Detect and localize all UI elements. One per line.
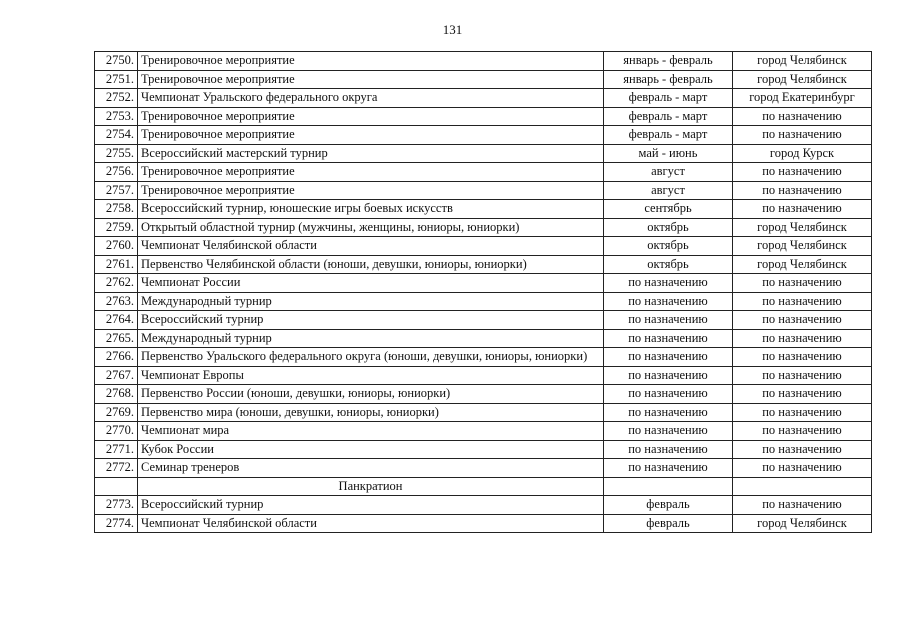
table-row [95, 200, 872, 219]
row-number: 2767. [95, 366, 138, 385]
event-period: февраль - март [604, 126, 733, 145]
event-place: по назначению [733, 385, 872, 404]
event-period: май - июнь [604, 144, 733, 163]
row-number: 2765. [95, 329, 138, 348]
event-place: по назначению [733, 329, 872, 348]
event-name: Первенство мира (юноши, девушки, юниоры, юниорки) [138, 403, 604, 422]
event-name: Международный турнир [138, 292, 604, 311]
row-number: 2768. [95, 385, 138, 404]
row-number: 2766. [95, 348, 138, 367]
table-row [95, 181, 872, 200]
row-number: 2750. [95, 52, 138, 71]
table-row [95, 237, 872, 256]
row-number: 2759. [95, 218, 138, 237]
table-row [95, 107, 872, 126]
event-period: по назначению [604, 274, 733, 293]
section-place-cell [733, 477, 872, 496]
event-name: Тренировочное мероприятие [138, 181, 604, 200]
event-period: по назначению [604, 459, 733, 478]
event-name: Чемпионат Европы [138, 366, 604, 385]
event-place: по назначению [733, 366, 872, 385]
event-name: Международный турнир [138, 329, 604, 348]
event-period: октябрь [604, 255, 733, 274]
table-row [95, 385, 872, 404]
event-period: февраль [604, 514, 733, 533]
row-number: 2757. [95, 181, 138, 200]
event-period: по назначению [604, 348, 733, 367]
row-number: 2753. [95, 107, 138, 126]
table-row [95, 440, 872, 459]
event-place: по назначению [733, 181, 872, 200]
row-number: 2760. [95, 237, 138, 256]
table-row [95, 348, 872, 367]
event-name: Всероссийский турнир, юношеские игры боевых искусств [138, 200, 604, 219]
event-place: по назначению [733, 459, 872, 478]
event-period: октябрь [604, 218, 733, 237]
event-name: Чемпионат Уральского федерального округа [138, 89, 604, 108]
event-period: по назначению [604, 403, 733, 422]
event-place: по назначению [733, 107, 872, 126]
event-period: по назначению [604, 311, 733, 330]
section-title: Панкратион [138, 477, 604, 496]
row-number: 2751. [95, 70, 138, 89]
table-row [95, 255, 872, 274]
event-place: город Екатеринбург [733, 89, 872, 108]
event-period: август [604, 181, 733, 200]
event-period: октябрь [604, 237, 733, 256]
event-name: Кубок России [138, 440, 604, 459]
event-place: по назначению [733, 126, 872, 145]
events-table [94, 51, 872, 533]
table-row [95, 144, 872, 163]
event-place: город Челябинск [733, 52, 872, 71]
event-place: по назначению [733, 163, 872, 182]
table-row [95, 366, 872, 385]
table-row [95, 89, 872, 108]
row-number: 2761. [95, 255, 138, 274]
event-place: город Челябинск [733, 70, 872, 89]
table-row [95, 163, 872, 182]
row-number: 2764. [95, 311, 138, 330]
event-name: Чемпионат Челябинской области [138, 514, 604, 533]
table-row [95, 422, 872, 441]
event-name: Тренировочное мероприятие [138, 107, 604, 126]
event-name: Чемпионат Челябинской области [138, 237, 604, 256]
event-name: Чемпионат России [138, 274, 604, 293]
event-place: по назначению [733, 403, 872, 422]
event-name: Тренировочное мероприятие [138, 126, 604, 145]
row-number: 2758. [95, 200, 138, 219]
row-number: 2756. [95, 163, 138, 182]
event-period: февраль [604, 496, 733, 515]
event-name: Первенство Уральского федерального округа (юноши, девушки, юниоры, юниорки) [138, 348, 604, 367]
section-header-row [95, 477, 872, 496]
table-row [95, 70, 872, 89]
event-period: сентябрь [604, 200, 733, 219]
table-row [95, 514, 872, 533]
event-name: Открытый областной турнир (мужчины, женщины, юниоры, юниорки) [138, 218, 604, 237]
event-place: город Курск [733, 144, 872, 163]
event-period: по назначению [604, 385, 733, 404]
event-name: Семинар тренеров [138, 459, 604, 478]
event-name: Всероссийский турнир [138, 311, 604, 330]
table-row [95, 329, 872, 348]
event-place: по назначению [733, 422, 872, 441]
event-name: Чемпионат мира [138, 422, 604, 441]
row-number: 2755. [95, 144, 138, 163]
row-number: 2752. [95, 89, 138, 108]
row-number: 2754. [95, 126, 138, 145]
event-place: город Челябинск [733, 237, 872, 256]
events-table-body-section [95, 496, 872, 533]
table-row [95, 459, 872, 478]
row-number: 2774. [95, 514, 138, 533]
table-row [95, 311, 872, 330]
event-place: по назначению [733, 292, 872, 311]
row-number: 2762. [95, 274, 138, 293]
table-row [95, 218, 872, 237]
row-number: 2770. [95, 422, 138, 441]
event-period: по назначению [604, 292, 733, 311]
event-place: город Челябинск [733, 255, 872, 274]
event-name: Тренировочное мероприятие [138, 163, 604, 182]
event-place: город Челябинск [733, 218, 872, 237]
row-number: 2763. [95, 292, 138, 311]
table-row [95, 292, 872, 311]
event-period: январь - февраль [604, 52, 733, 71]
event-place: по назначению [733, 274, 872, 293]
event-name: Тренировочное мероприятие [138, 52, 604, 71]
table-row [95, 52, 872, 71]
event-period: февраль - март [604, 107, 733, 126]
row-number: 2772. [95, 459, 138, 478]
table-row [95, 126, 872, 145]
section-period-cell [604, 477, 733, 496]
event-period: по назначению [604, 440, 733, 459]
event-period: по назначению [604, 422, 733, 441]
event-place: по назначению [733, 496, 872, 515]
event-period: январь - февраль [604, 70, 733, 89]
events-table-body [95, 52, 872, 478]
event-place: по назначению [733, 200, 872, 219]
table-row [95, 403, 872, 422]
row-number: 2769. [95, 403, 138, 422]
event-name: Тренировочное мероприятие [138, 70, 604, 89]
row-number: 2771. [95, 440, 138, 459]
event-place: по назначению [733, 311, 872, 330]
event-place: город Челябинск [733, 514, 872, 533]
table-row [95, 274, 872, 293]
row-number: 2773. [95, 496, 138, 515]
event-period: по назначению [604, 366, 733, 385]
event-period: август [604, 163, 733, 182]
event-name: Первенство Челябинской области (юноши, девушки, юниоры, юниорки) [138, 255, 604, 274]
event-name: Первенство России (юноши, девушки, юниоры, юниорки) [138, 385, 604, 404]
section-num-cell [95, 477, 138, 496]
event-name: Всероссийский турнир [138, 496, 604, 515]
page-number: 131 [442, 22, 463, 37]
event-place: по назначению [733, 440, 872, 459]
event-place: по назначению [733, 348, 872, 367]
section-header-row-group [95, 477, 872, 496]
event-name: Всероссийский мастерский турнир [138, 144, 604, 163]
event-period: по назначению [604, 329, 733, 348]
table-row [95, 496, 872, 515]
event-period: февраль - март [604, 89, 733, 108]
